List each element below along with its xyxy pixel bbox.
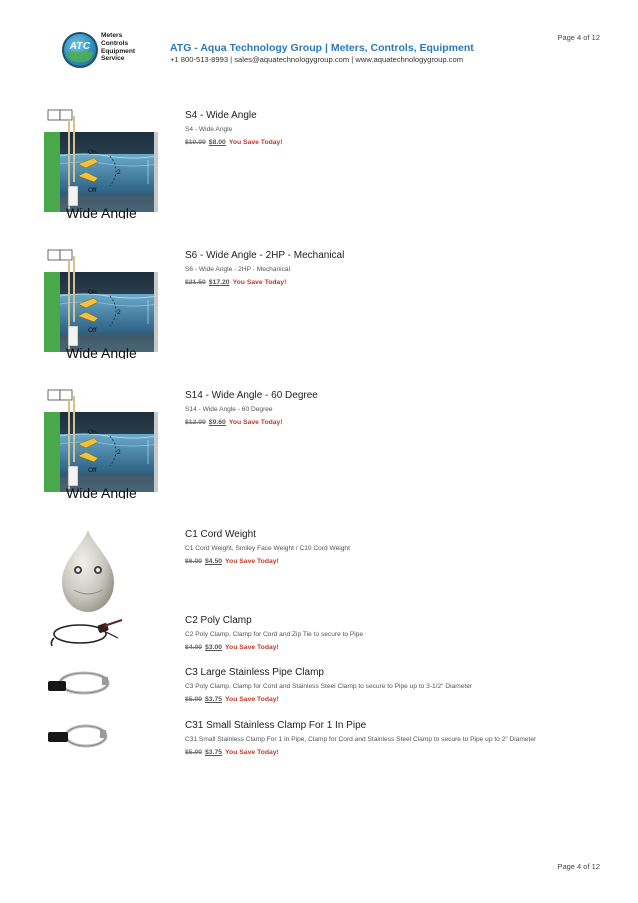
cord-weight-image [48, 526, 128, 616]
save-text: You Save Today! [225, 558, 279, 565]
old-price: $5.00 [185, 696, 203, 703]
product-title[interactable]: C31 Small Stainless Clamp For 1 In Pipe [185, 720, 367, 731]
old-price: $21.50 [185, 279, 206, 286]
save-text: You Save Today! [225, 644, 279, 651]
old-price: $6.00 [185, 558, 203, 565]
product-title[interactable]: S14 - Wide Angle - 60 Degree [185, 390, 318, 401]
wide-angle-diagram-image [44, 384, 164, 499]
product-price [185, 749, 536, 756]
new-price: $9.60 [208, 419, 226, 426]
new-price: $3.00 [205, 644, 223, 651]
product-title[interactable]: S6 - Wide Angle - 2HP - Mechanical [185, 250, 345, 261]
new-price: $8.00 [208, 139, 226, 146]
product-price [185, 279, 344, 286]
product-title[interactable]: S4 - Wide Angle [185, 110, 257, 121]
new-price: $3.75 [205, 749, 223, 756]
old-price: $5.00 [185, 749, 203, 756]
company-logo [62, 30, 158, 70]
wide-angle-diagram-image [44, 244, 164, 359]
product-title[interactable]: C1 Cord Weight [185, 529, 256, 540]
save-text: You Save Today! [225, 696, 279, 703]
save-text: You Save Today! [228, 139, 283, 146]
old-price: $10.00 [185, 139, 206, 146]
save-text: You Save Today! [225, 749, 279, 756]
stainless-clamp-image [42, 718, 114, 756]
product-price [185, 419, 318, 426]
save-text: You Save Today! [228, 419, 283, 426]
product-price [185, 696, 472, 703]
wide-angle-diagram-image [44, 104, 164, 219]
product-title[interactable]: C3 Large Stainless Pipe Clamp [185, 667, 324, 678]
product-description: C2 Poly Clamp. Clamp for Cord and Zip Tie to secure to Pipe [185, 631, 364, 638]
stainless-clamp-image [42, 665, 114, 703]
new-price: $3.75 [205, 696, 223, 703]
logo-text: ATC [69, 41, 91, 52]
product-price [185, 558, 350, 565]
new-price: $17.20 [208, 279, 230, 286]
product-description: C31 Small Stainless Clamp For 1 In Pipe, Clamp for Cord and Stainless Steel Clamp to secure to Pipe up to 2" Diameter [185, 736, 537, 743]
old-price: $12.00 [185, 419, 206, 426]
product-description: C1 Cord Weight, Smiley Face Weight / C10 Cord Weight [185, 545, 350, 552]
new-price: $4.50 [205, 558, 223, 565]
product-description: C3 Poly Clamp. Clamp for Cord and Stainless Steel Clamp to secure to Pipe up to 3-1/2" Diameter [185, 683, 473, 690]
poly-clamp-image [46, 612, 126, 652]
header-contact: +1 800-513-8993 | sales@aquatechnologygroup.com | www.aquatechnologygroup.com [170, 55, 464, 64]
product-description: S6 - Wide Angle - 2HP - Mechanical [185, 266, 291, 273]
page-number-bottom: Page 4 of 12 [557, 862, 600, 871]
product-description: S4 - Wide Angle [185, 126, 233, 133]
old-price: $4.00 [185, 644, 203, 651]
page-number-top: Page 4 of 12 [557, 33, 600, 42]
product-price [185, 139, 283, 146]
product-title[interactable]: C2 Poly Clamp [185, 615, 252, 626]
header-title: ATG - Aqua Technology Group | Meters, Controls, Equipment [170, 42, 474, 54]
product-description: S14 - Wide Angle - 60 Degree [185, 406, 273, 413]
logo-tagline: Meters Controls Equipment Service [101, 32, 136, 63]
save-text: You Save Today! [232, 279, 287, 286]
product-price [185, 644, 363, 651]
